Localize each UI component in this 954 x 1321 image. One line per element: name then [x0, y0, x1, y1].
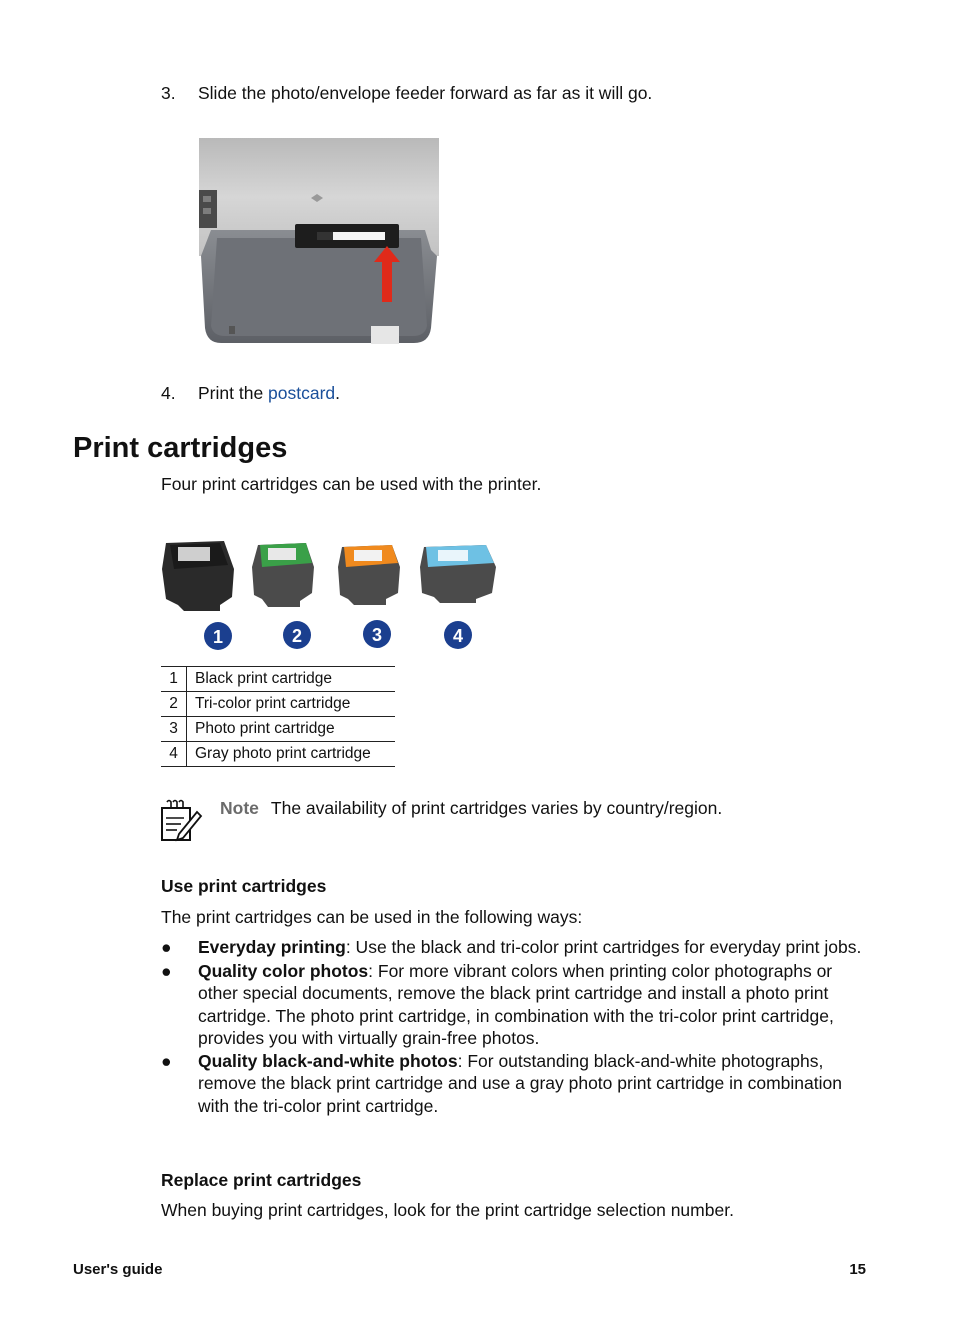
note-body: The availability of print cartridges varies by country/region.	[270, 798, 723, 818]
table-row	[161, 717, 395, 742]
cartridge-illustrations	[158, 535, 503, 655]
legend-number: 2	[161, 692, 187, 717]
step-number: 4.	[161, 383, 176, 403]
cartridge-photo-image	[338, 545, 400, 605]
callout-number: 2	[291, 626, 303, 646]
note-text	[220, 797, 722, 820]
callout-number: 4	[452, 626, 464, 646]
section-intro: Four print cartridges can be used with the printer.	[161, 474, 542, 494]
cartridge-black-image	[162, 541, 234, 611]
list-item	[161, 960, 871, 1050]
cartridge-tricolor-image	[252, 543, 314, 607]
table-row	[161, 742, 395, 767]
list-item-text: : For more vibrant colors when printing color photographs or other special documents, remove the black print cartridge and install a photo print cartridge. The photo print cartridge, in combination with the tri-color print cartridge, provides you with virtually grain-free photos.	[198, 960, 834, 1048]
section-title: Print cartridges	[73, 432, 288, 464]
table-row	[161, 667, 395, 692]
list-item	[161, 1050, 871, 1118]
legend-number: 3	[161, 717, 187, 742]
note-icon	[159, 798, 203, 844]
use-intro: The print cartridges can be used in the following ways:	[161, 907, 583, 927]
cartridge-grayphoto-image	[420, 545, 496, 603]
callout-badge-2	[283, 621, 311, 649]
legend-label: Black print cartridge	[187, 667, 396, 692]
legend-label: Gray photo print cartridge	[187, 742, 396, 767]
use-heading: Use print cartridges	[161, 876, 327, 896]
step-text: Slide the photo/envelope feeder forward as far as it will go.	[198, 83, 653, 103]
callout-badge-1	[204, 622, 232, 650]
bullet: ●	[161, 937, 172, 957]
legend-number: 4	[161, 742, 187, 767]
step-number: 3.	[161, 83, 176, 103]
table-row	[161, 692, 395, 717]
page-number: 15	[849, 1261, 866, 1278]
bullet: ●	[161, 960, 172, 981]
legend-label: Photo print cartridge	[187, 717, 396, 742]
cartridges-svg	[158, 535, 503, 655]
printer-feeder-illustration	[199, 138, 439, 346]
callout-number: 3	[371, 625, 383, 645]
legend-number: 1	[161, 667, 187, 692]
list-item-term: Quality black-and-white photos	[198, 1050, 458, 1071]
callout-badge-4	[444, 621, 472, 649]
step-text-after: .	[335, 383, 341, 403]
step-text	[198, 382, 340, 405]
postcard-link[interactable]: postcard	[268, 383, 336, 403]
callout-number: 1	[212, 627, 224, 647]
note-label: Note	[220, 798, 259, 818]
list-item-term: Everyday printing	[198, 937, 346, 957]
replace-text: When buying print cartridges, look for the print cartridge selection number.	[161, 1200, 734, 1220]
cartridge-legend-table	[161, 666, 395, 767]
footer-title: User's guide	[73, 1261, 163, 1278]
callout-badge-3	[363, 620, 391, 648]
list-item	[161, 936, 871, 959]
list-item-text: : For outstanding black-and-white photographs, remove the black print cartridge and use a gray photo print cartridge in combination with the tri-color print cartridge.	[198, 1050, 842, 1116]
legend-label: Tri-color print cartridge	[187, 692, 396, 717]
bullet: ●	[161, 1050, 172, 1071]
list-item-text: : Use the black and tri-color print cartridges for everyday print jobs.	[345, 937, 862, 957]
step-text-before: Print the	[198, 383, 269, 403]
list-item-term: Quality color photos	[198, 960, 369, 981]
use-list	[161, 936, 871, 1117]
replace-heading: Replace print cartridges	[161, 1170, 362, 1190]
